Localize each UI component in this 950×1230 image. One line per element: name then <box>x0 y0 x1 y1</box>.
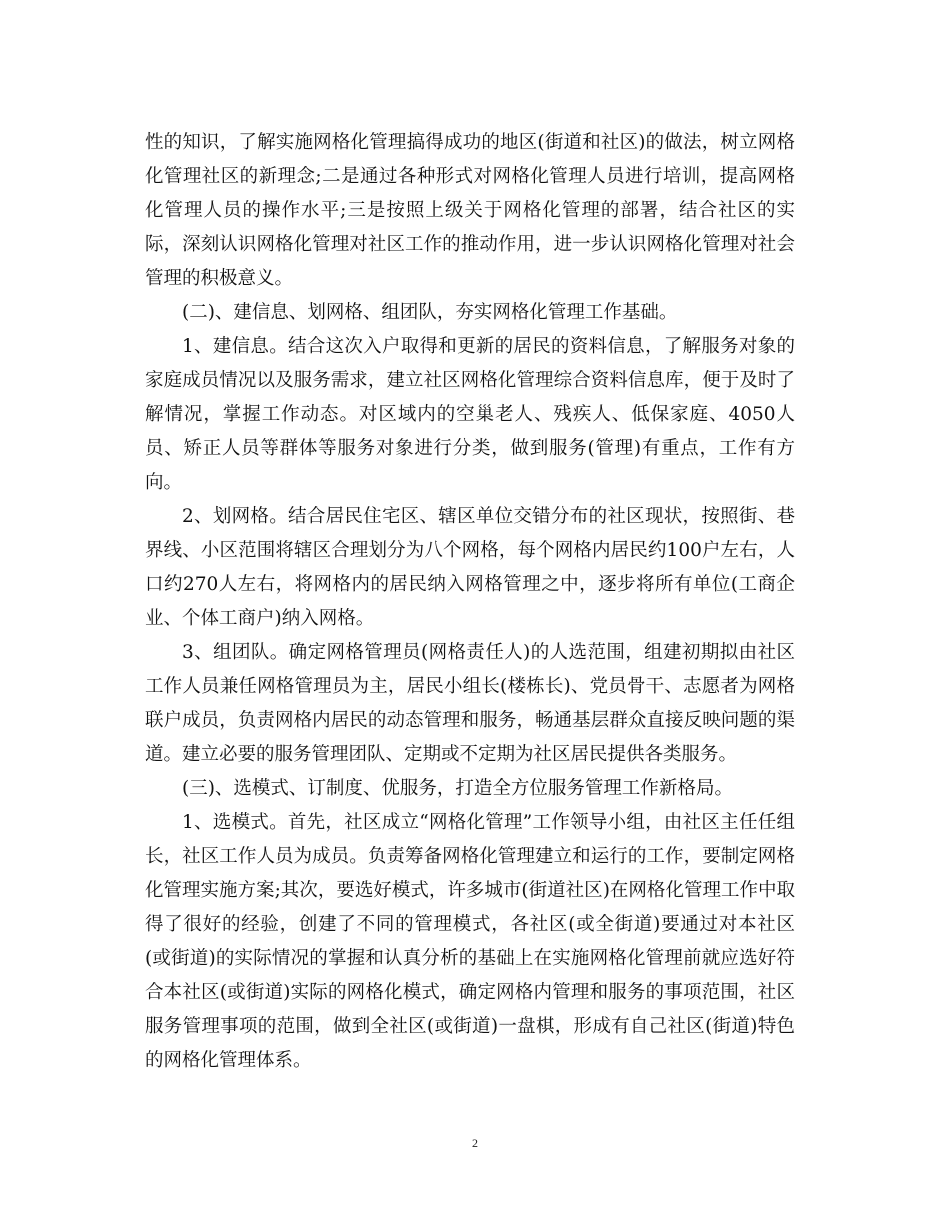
page-number: 2 <box>472 1136 478 1150</box>
paragraph-7: 1、选模式。首先，社区成立“网格化管理”工作领导小组，由社区主任任组长，社区工作人员为成员。负责筹备网格化管理建立和运行的工作，要制定网格化管理实施方案;其次，要选好模式，许多城市(街道社区)在网格化管理工作中取得了很好的经验，创建了不同的管理模式，各社区(或全街道)要通过对本社区(或街道)的实际情况的掌握和认真分析的基础上在实施网格化管理前就应选好符合本社区(或街道)实际的网格化模式，确定网格内管理和服务的事项范围，社区服务管理事项的范围，做到全社区(或街道)一盘棋，形成有自己社区(街道)特色的网格化管理体系。 <box>145 812 795 1071</box>
document-body <box>145 126 795 1078</box>
paragraph-1: 性的知识，了解实施网格化管理搞得成功的地区(街道和社区)的做法，树立网格化管理社区的新理念;二是通过各种形式对网格化管理人员进行培训，提高网格化管理人员的操作水平;三是按照上级关于网格化管理的部署，结合社区的实际，深刻认识网格化管理对社区工作的推动作用，进一步认识网格化管理对社会管理的积极意义。 <box>145 132 795 289</box>
paragraph-3: 1、建信息。结合这次入户取得和更新的居民的资料信息，了解服务对象的家庭成员情况以及服务需求，建立社区网格化管理综合资料信息库，便于及时了解情况，掌握工作动态。对区域内的空巢老人、残疾人、低保家庭、4050人员、矫正人员等群体等服务对象进行分类，做到服务(管理)有重点，工作有方向。 <box>145 336 795 493</box>
paragraph-4: 2、划网格。结合居民住宅区、辖区单位交错分布的社区现状，按照街、巷界线、小区范围将辖区合理划分为八个网格，每个网格内居民约100户左右，人口约270人左右，将网格内的居民纳入网格管理之中，逐步将所有单位(工商企业、个体工商户)纳入网格。 <box>145 506 795 629</box>
paragraph-2-heading: (二)、建信息、划网格、组团队，夯实网格化管理工作基础。 <box>182 302 678 323</box>
paragraph-5: 3、组团队。确定网格管理员(网格责任人)的人选范围，组建初期拟由社区工作人员兼任网格管理员为主，居民小组长(楼栋长)、党员骨干、志愿者为网格联户成员，负责网格内居民的动态管理和服务，畅通基层群众直接反映问题的渠道。建立必要的服务管理团队、定期或不定期为社区居民提供各类服务。 <box>145 642 795 765</box>
paragraph-6-heading: (三)、选模式、订制度、优服务，打造全方位服务管理工作新格局。 <box>182 778 733 799</box>
